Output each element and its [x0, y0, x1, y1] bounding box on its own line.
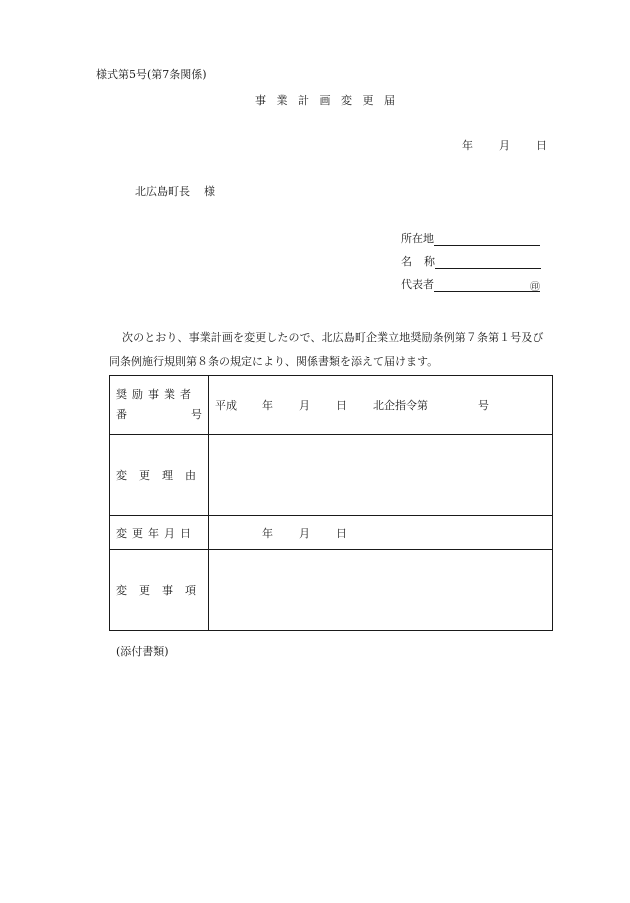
row1-year: 年: [262, 399, 273, 412]
statement: [109, 326, 579, 374]
row1-label-go: 号: [191, 408, 202, 421]
addressee: [135, 183, 215, 199]
row1-day: 日: [336, 399, 347, 412]
row1-directive: 北企指令第: [373, 399, 428, 412]
location-line[interactable]: [434, 233, 540, 246]
statement-line-2: 同条例施行規則第８条の規定により、関係書類を添えて届けます。: [109, 355, 439, 368]
form-code: 様式第5号(第7条関係): [96, 68, 207, 81]
row3-day: 日: [336, 526, 347, 540]
name-line[interactable]: [435, 256, 541, 269]
location-label: 所在地: [401, 232, 434, 245]
row4-value[interactable]: [209, 550, 553, 631]
table-row: [110, 550, 553, 631]
row1-number: 号: [478, 399, 489, 412]
date-year: 年: [462, 139, 473, 152]
name-label-1: 名: [401, 255, 412, 268]
row3-label: 変更年月日: [110, 516, 209, 550]
representative-line[interactable]: [434, 279, 540, 292]
row4-label: 変更事項: [110, 550, 209, 631]
table-row: [110, 376, 553, 435]
row1-label-line1: 奨励事業者: [116, 388, 196, 401]
seal-mark: ㊞: [530, 282, 540, 293]
row1-label-line2: [116, 405, 208, 425]
representative-field: [401, 276, 540, 292]
addressee-name: 北広島町長: [135, 185, 190, 198]
row1-era: 平成: [215, 399, 237, 412]
table-row: [110, 516, 553, 550]
row2-label: 変更理由: [110, 435, 209, 516]
date-month: 月: [499, 139, 510, 152]
location-field: [401, 230, 540, 246]
name-label-2: 称: [424, 255, 435, 268]
row1-label: [110, 376, 209, 435]
row3-month: 月: [299, 526, 310, 540]
row3-year: 年: [262, 526, 273, 540]
row3-value-text: [209, 525, 552, 541]
date-day: 日: [536, 139, 547, 152]
row1-label-ban: 番: [116, 408, 127, 421]
document-title: 事業計画変更届: [255, 94, 406, 107]
row1-month: 月: [299, 399, 310, 412]
attachments-label: (添付書類): [116, 645, 169, 658]
representative-label: 代表者: [401, 278, 434, 291]
row3-value[interactable]: [209, 516, 553, 550]
table-row: [110, 435, 553, 516]
statement-line-1: 次のとおり、事業計画を変更したので、北広島町企業立地奨励条例第７条第１号及び: [122, 331, 544, 344]
row1-value-text: [209, 397, 552, 413]
row2-value[interactable]: [209, 435, 553, 516]
name-field: [401, 253, 541, 269]
submission-date: [462, 137, 547, 153]
addressee-honorific: 様: [204, 185, 215, 198]
details-table: [109, 375, 553, 631]
row1-value[interactable]: [209, 376, 553, 435]
